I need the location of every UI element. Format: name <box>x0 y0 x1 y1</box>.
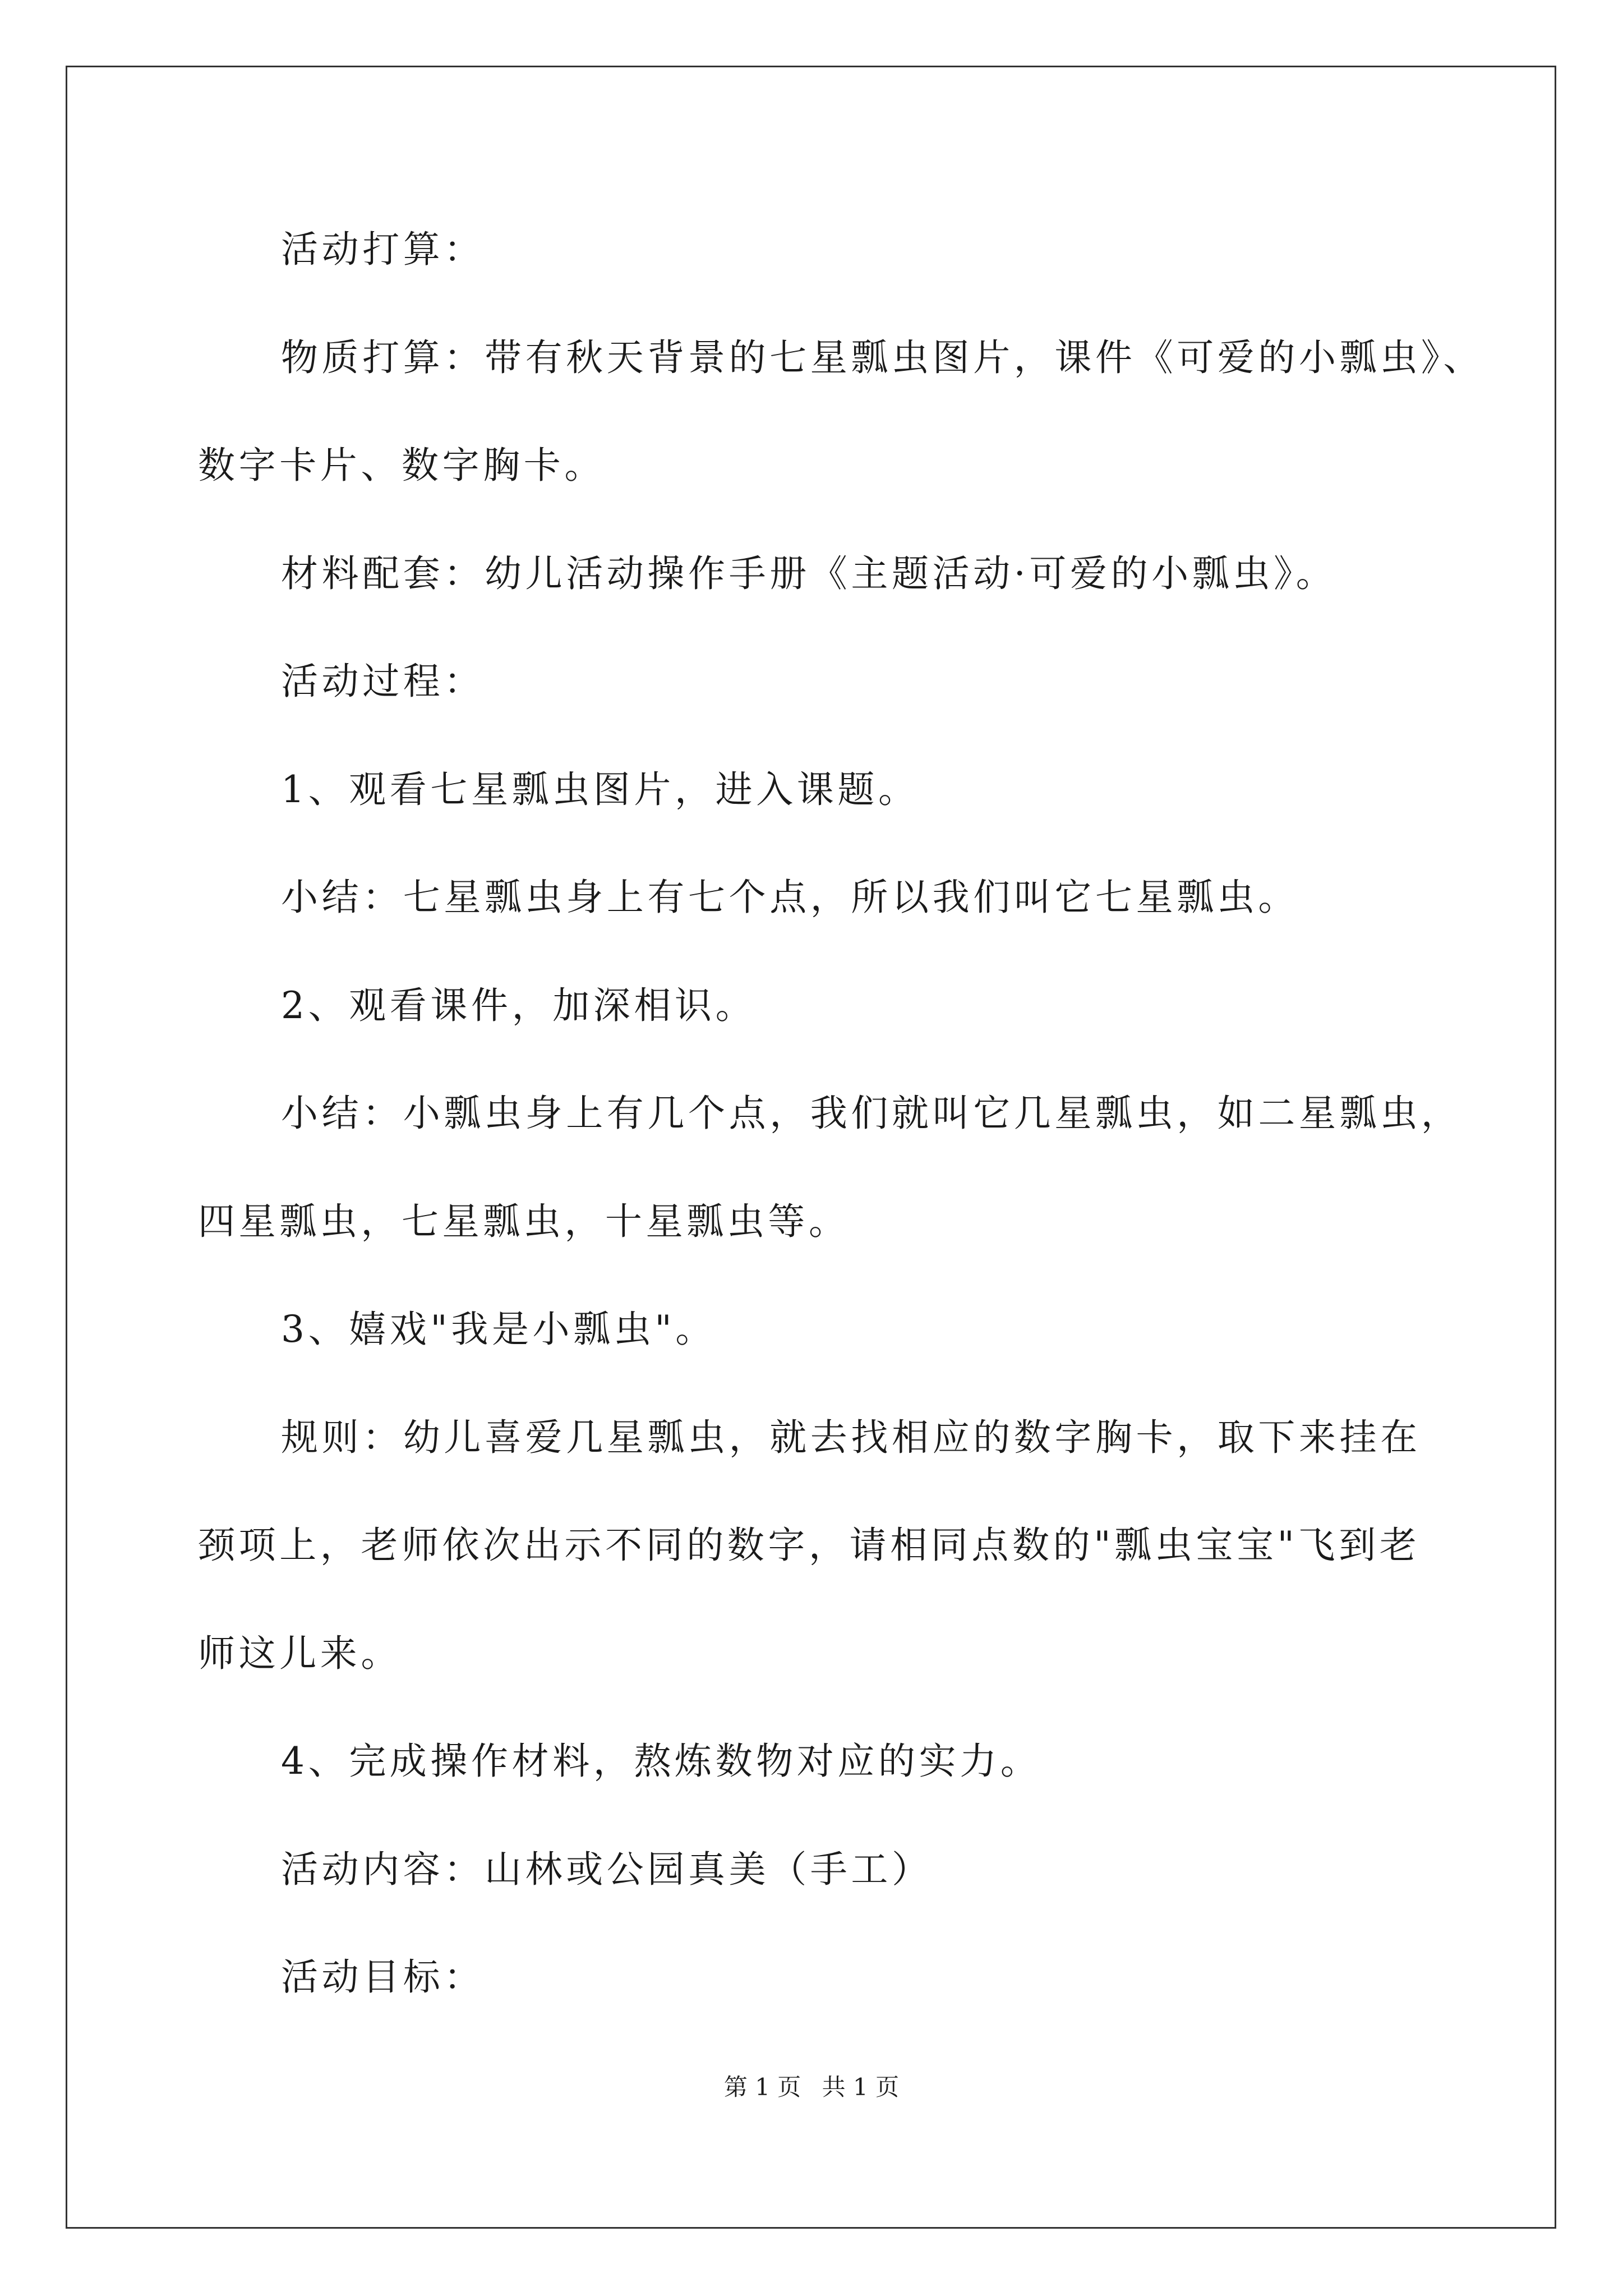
text-line: 活动内容：山林或公园真美（手工） <box>281 1848 933 1891</box>
text-line: 活动过程： <box>281 660 485 703</box>
text-line: 数字卡片、数字胸卡。 <box>198 444 605 487</box>
page-border <box>66 66 1556 2229</box>
text-line: 材料配套：幼儿活动操作手册《主题活动·可爱的小瓢虫》。 <box>281 552 1337 595</box>
text-line: 活动打算： <box>281 228 485 271</box>
text-line: 小结：七星瓢虫身上有七个点，所以我们叫它七星瓢虫。 <box>281 876 1299 919</box>
text-line: 物质打算：带有秋天背景的七星瓢虫图片，课件《可爱的小瓢虫》、 <box>281 336 1484 379</box>
text-line: 四星瓢虫，七星瓢虫，十星瓢虫等。 <box>198 1200 850 1243</box>
text-line: 1、观看七星瓢虫图片，进入课题。 <box>281 768 919 811</box>
text-line: 颈项上，老师依次出示不同的数字，请相同点数的"瓢虫宝宝"飞到老 <box>198 1524 1421 1567</box>
text-line: 4、完成操作材料，熬炼数物对应的实力。 <box>281 1740 1041 1783</box>
text-line: 活动目标： <box>281 1955 485 1999</box>
page-number: 第 1 页 <box>723 2073 801 2101</box>
page-total: 共 1 页 <box>822 2073 900 2101</box>
text-line: 3、嬉戏"我是小瓢虫"。 <box>281 1308 716 1351</box>
text-line: 规则：幼儿喜爱几星瓢虫，就去找相应的数字胸卡，取下来挂在 <box>281 1416 1421 1459</box>
text-line: 小结：小瓢虫身上有几个点，我们就叫它几星瓢虫，如二星瓢虫， <box>281 1092 1462 1135</box>
page-footer <box>0 2069 1623 2102</box>
text-line: 2、观看课件，加深相识。 <box>281 984 757 1027</box>
text-line: 师这儿来。 <box>198 1632 402 1675</box>
